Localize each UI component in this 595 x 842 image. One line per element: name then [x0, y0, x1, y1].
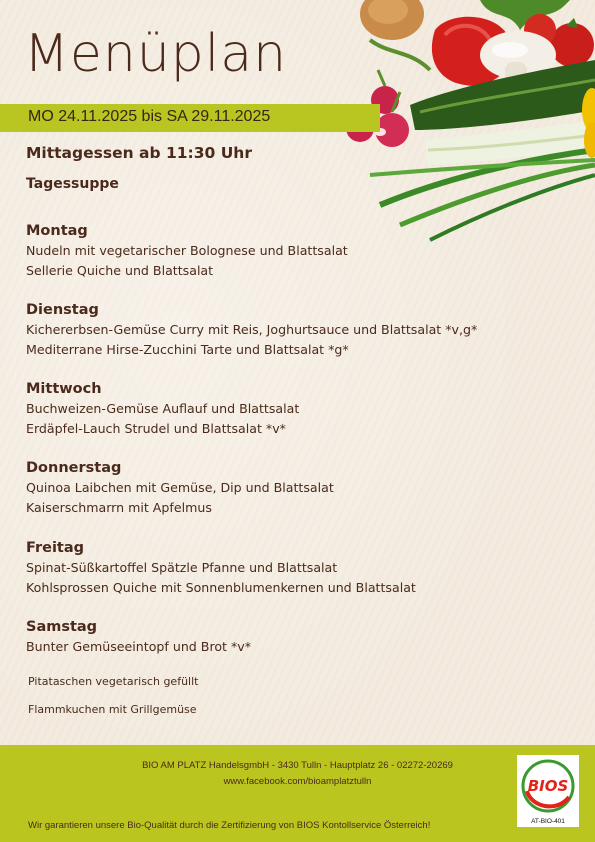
- bios-code: AT-BIO-401: [531, 818, 565, 825]
- extra-item: Pitataschen vegetarisch gefüllt: [28, 675, 199, 688]
- dish-item: Erdäpfel-Lauch Strudel und Blattsalat *v*: [26, 420, 286, 436]
- day-name: Montag: [26, 223, 88, 239]
- day-thursday: [26, 458, 334, 517]
- bios-emblem-icon: [517, 755, 579, 817]
- day-name: Donnerstag: [26, 460, 122, 476]
- day-tuesday: [26, 300, 477, 359]
- dish-item: Kichererbsen-Gemüse Curry mit Reis, Joghurtsauce und Blattsalat *v,g*: [26, 322, 478, 337]
- daily-soup: Tagessuppe: [26, 176, 119, 192]
- certification-note: Wir garantieren unsere Bio-Qualität durch die Zertifizierung von BIOS Kontollservice Österreich!: [28, 820, 431, 831]
- dish-item: Quinoa Laibchen mit Gemüse, Dip und Blattsalat: [26, 480, 334, 495]
- day-friday: [26, 538, 416, 597]
- dish-item: Nudeln mit vegetarischer Bolognese und Blattsalat: [26, 243, 348, 258]
- extra-item: Flammkuchen mit Grillgemüse: [28, 703, 197, 716]
- dish-item: Sellerie Quiche und Blattsalat: [26, 262, 214, 278]
- lunch-time-heading: Mittagessen ab 11:30 Uhr: [26, 144, 252, 162]
- day-name: Freitag: [26, 540, 85, 556]
- bios-logo: [517, 755, 579, 827]
- dish-item: Buchweizen-Gemüse Auflauf und Blattsalat: [26, 401, 300, 416]
- date-range: MO 24.11.2025 bis SA 29.11.2025: [28, 108, 271, 125]
- dish-item: Bunter Gemüseeintopf und Brot *v*: [26, 639, 252, 654]
- company-address: BIO AM PLATZ HandelsgmbH - 3430 Tulln - Hauptplatz 26 - 02272-20269: [142, 760, 453, 771]
- day-monday: [26, 221, 348, 280]
- dish-item: Kohlsprossen Quiche mit Sonnenblumenkernen und Blattsalat: [26, 579, 416, 595]
- day-wednesday: [26, 379, 299, 438]
- day-name: Mittwoch: [26, 381, 102, 397]
- page-title: Menüplan: [24, 24, 288, 84]
- dish-item: Spinat-Süßkartoffel Spätzle Pfanne und Blattsalat: [26, 560, 338, 575]
- day-name: Dienstag: [26, 302, 99, 318]
- facebook-link: www.facebook.com/bioamplatztulln: [223, 776, 372, 787]
- dish-item: Kaiserschmarrn mit Apfelmus: [26, 499, 212, 515]
- day-saturday: [26, 617, 251, 657]
- dish-item: Mediterrane Hirse-Zucchini Tarte und Blattsalat *g*: [26, 341, 349, 357]
- svg-text:BIOS: BIOS: [527, 777, 569, 795]
- day-name: Samstag: [26, 619, 98, 635]
